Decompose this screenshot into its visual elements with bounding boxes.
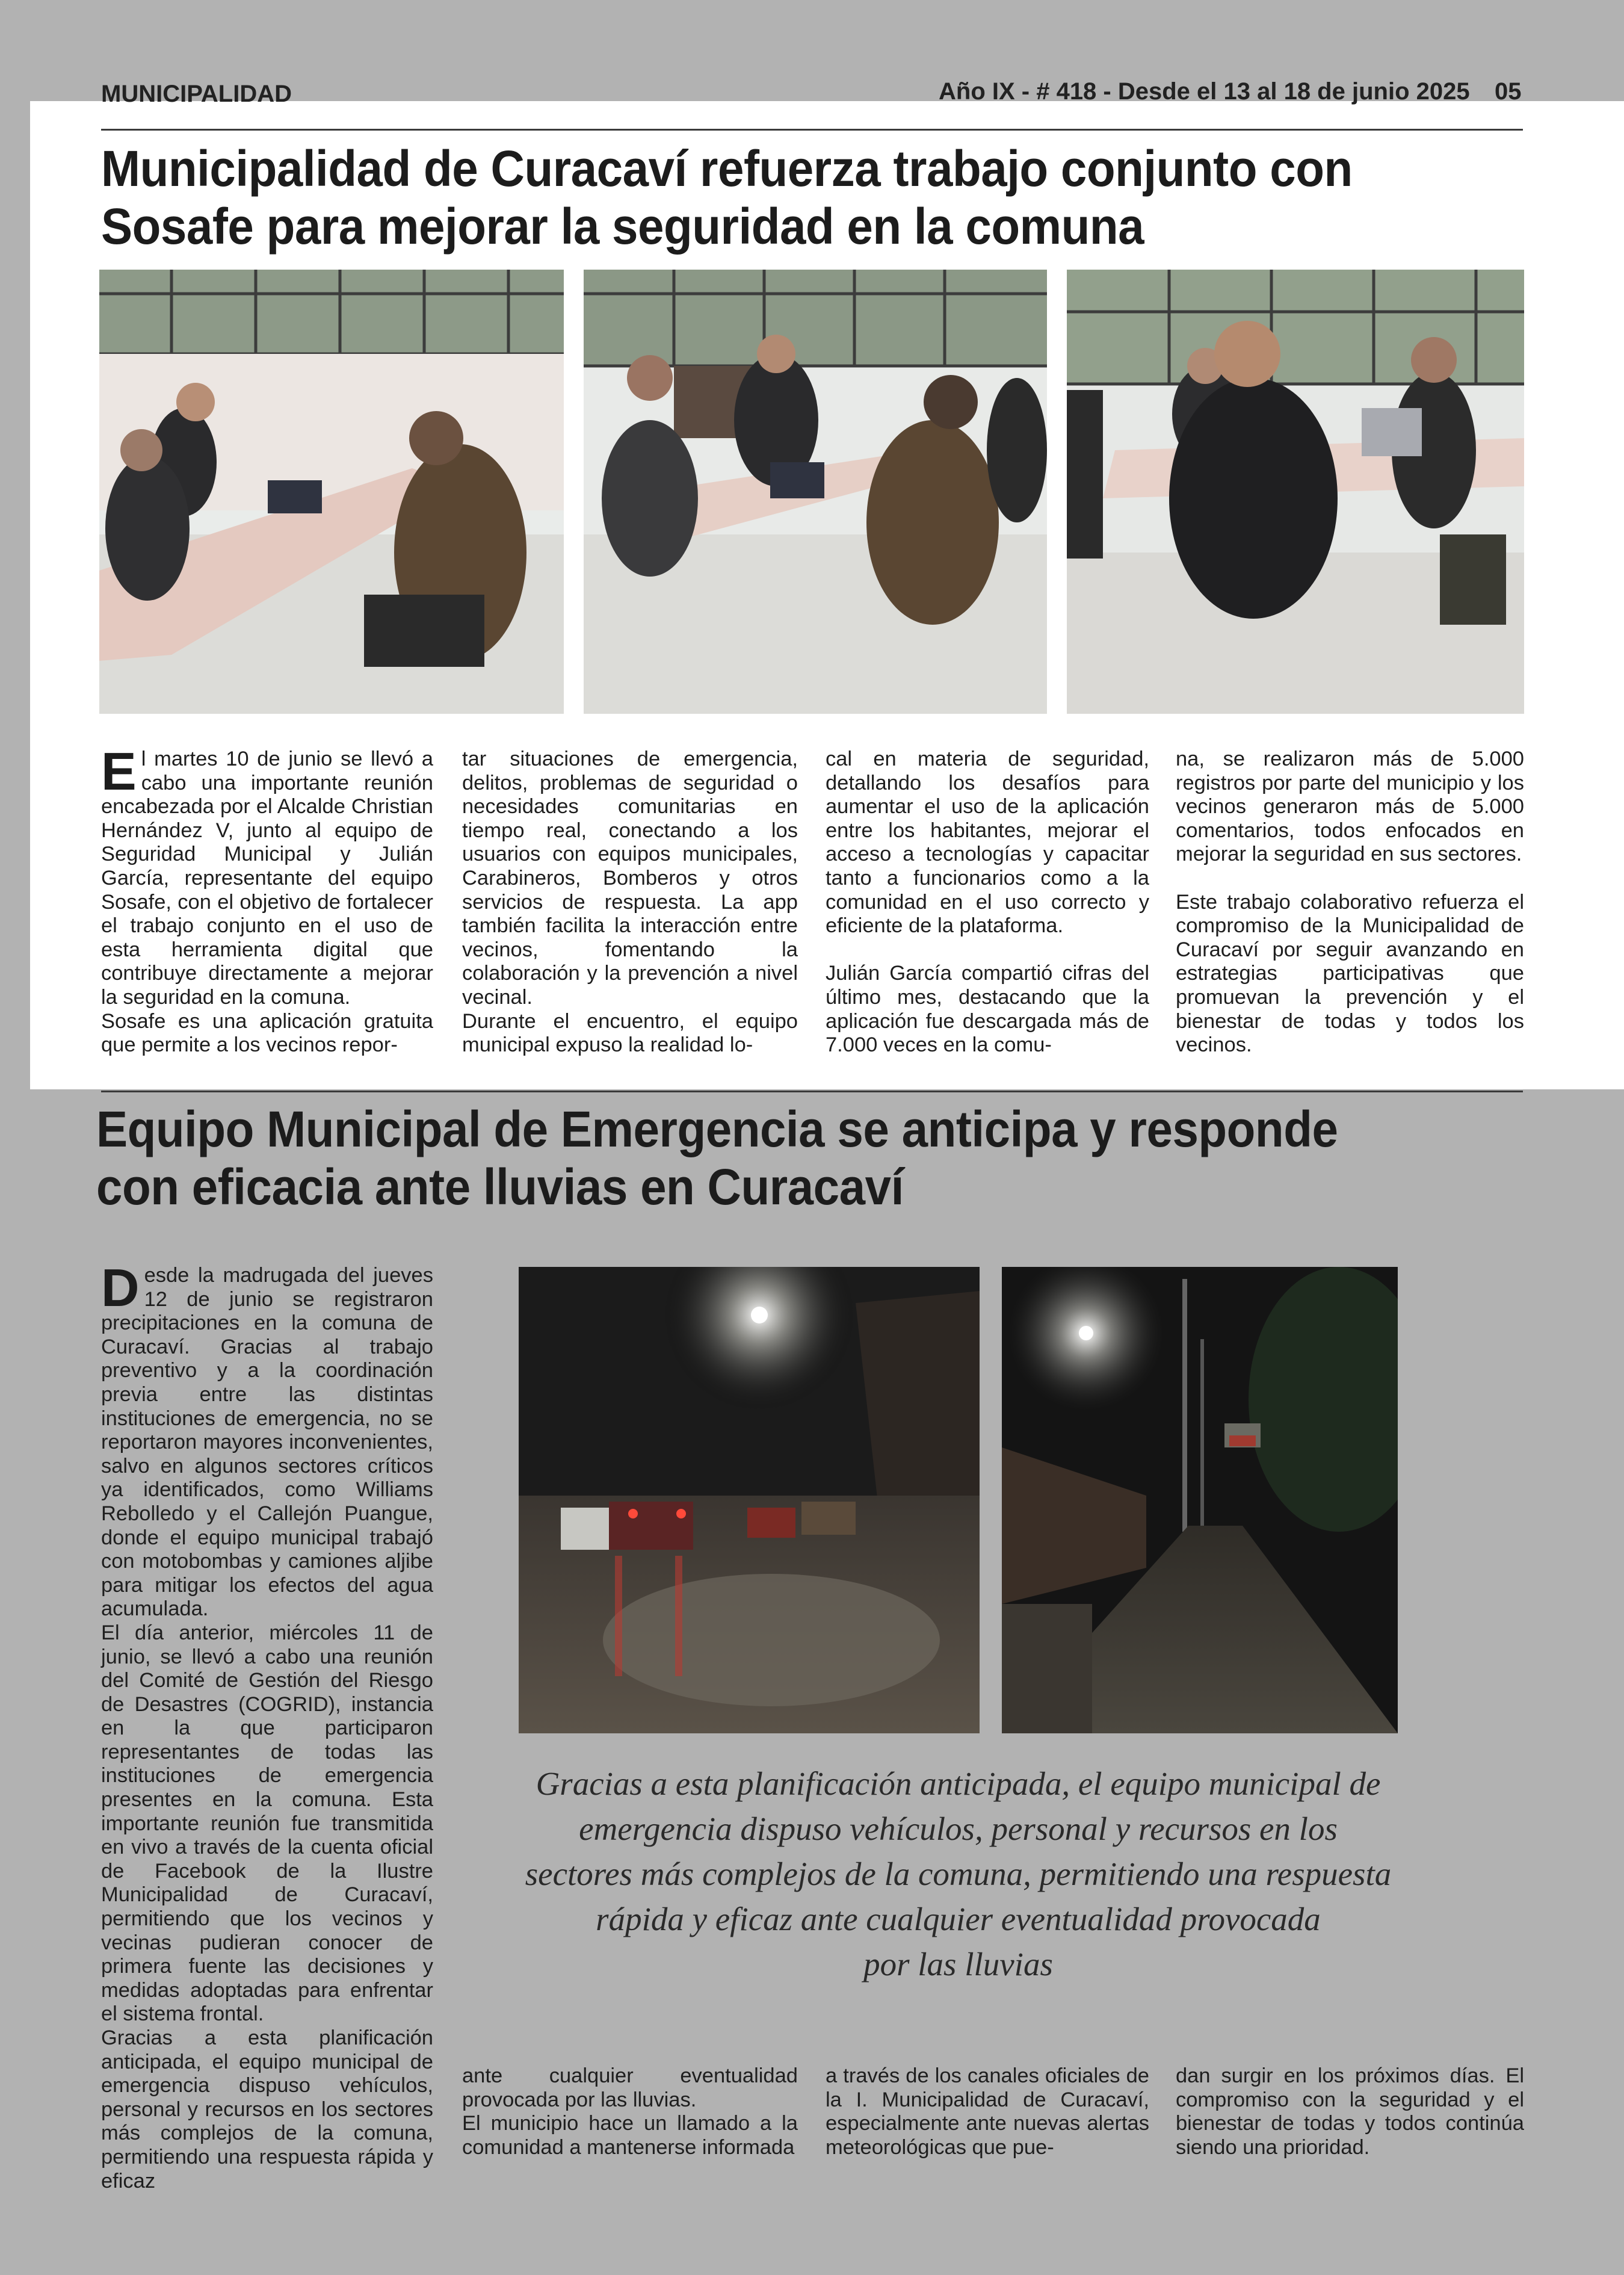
- rain-street-photo-2: [1002, 1267, 1398, 1733]
- header-rule: [101, 129, 1523, 131]
- article1-column-2: tar situaciones de emergencia, delitos, problemas de seguridad o necesidades comunitarias en tiempo real, conectando a los usuarios con equipos municipales, Carabineros, Bomberos y otros servicios de respuesta. La app también facilita la interacción entre vecinos, fomentando la colaboración y la prevención a nivel vecinal. Durante el encuentro, el equipo municipal expuso la realidad lo-: [462, 748, 798, 1057]
- article-divider: [101, 1091, 1523, 1092]
- page-number: 05: [1495, 78, 1522, 105]
- meeting-photo-3: [1067, 270, 1524, 714]
- article2-column-1: Desde la madrugada del jueves 12 de junio se registraron precipitaciones en la comuna de Curacaví. Gracias al trabajo preventivo y a la coordinación previa entre las distintas instituciones de emergencia, no se reportaron mayores inconvenientes, salvo en algunos sectores críticos ya identificados, como Williams Rebolledo y el Callejón Puangue, donde el equipo municipal trabajó con motobombas y camiones aljibe para mitigar los efectos del agua acumulada. El día anterior, miércoles 11 de junio, se llevó a cabo una reunión del Comité de Gestión del Riesgo de Desastres (COGRID), instancia en la que participaron representantes de todas las instituciones de emergencia presentes en la comuna. Esta importante reunión fue transmitida en vivo a través de la cuenta oficial de Facebook de la Ilustre Municipalidad de Curacaví, permitiendo que los vecinos y vecinas pudieran conocer de primera fuente las decisiones y medidas adoptadas para enfrentar el sistema frontal. Gracias a esta planificación anticipada, el equipo municipal de emergencia dispuso vehículos, personal y recursos en los sectores más complejos de la comuna, permitiendo una respuesta rápida y eficaz: [101, 1258, 433, 2193]
- article1-column-1: El martes 10 de junio se llevó a cabo una importante reunión encabezada por el Alcalde Christian Hernández V, junto al equipo de Seguridad Municipal y Julián García, representante del equipo Sosafe, con el objetivo de fortalecer el trabajo conjunto en el uso de esta herramienta digital que contribuye directamente a mejorar la seguridad en la comuna. Sosafe es una aplicación gratuita que permite a los vecinos repor-: [101, 741, 433, 1057]
- article2-headline: Equipo Municipal de Emergencia se anticipa y responde con eficacia ante lluvias en Curacaví: [96, 1101, 1338, 1215]
- article2-column-4: dan surgir en los próximos días. El compromiso con la seguridad y el bienestar de todas y todos continúa siendo una prioridad.: [1176, 2064, 1524, 2159]
- article2-column-3: a través de los canales oficiales de la I. Municipalidad de Curacaví, especialmente ante nuevas alertas meteorológicas que pue-: [826, 2064, 1149, 2159]
- article1-column-4: na, se realizaron más de 5.000 registros por parte del municipio y los vecinos generaron más de 5.000 comentarios, todos enfocados en mejorar la seguridad en sus sectores. Este trabajo colaborativo refuerza el compromiso de la Municipalidad de Curacaví por seguir avanzando en estrategias participativas que promuevan la prevención y el bienestar de todas y todos los vecinos.: [1176, 748, 1524, 1057]
- section-label: MUNICIPALIDAD: [101, 81, 292, 107]
- article1-column-3: cal en materia de seguridad, detallando los desafíos para aumentar el uso de la aplicación entre los habitantes, mejorar el acceso a tecnologías y capacitar tanto a funcionarios como a la comunidad en el uso correcto y eficiente de la plataforma. Julián García compartió cifras del último mes, destacando que la aplicación fue descargada más de 7.000 veces en la comu-: [826, 748, 1149, 1057]
- pull-quote: Gracias a esta planificación anticipada, el equipo municipal de emergencia dispuso vehículos, personal y recursos en los sectores más complejos de la comuna, permitiendo una respuesta rápida y eficaz ante cualquier eventualidad provocada por las lluvias: [525, 1765, 1392, 1982]
- article1-headline: Municipalidad de Curacaví refuerza trabajo conjunto con Sosafe para mejorar la seguridad en la comuna: [101, 140, 1353, 255]
- issue-info: Año IX - # 418 - Desde el 13 al 18 de junio 2025: [939, 78, 1470, 105]
- meeting-photo-2: [584, 270, 1047, 714]
- rain-street-photo-1: [519, 1267, 980, 1733]
- article2-column-2: ante cualquier eventualidad provocada por las lluvias. El municipio hace un llamado a la comunidad a mantenerse informada: [462, 2064, 798, 2159]
- meeting-photo-1: [99, 270, 564, 714]
